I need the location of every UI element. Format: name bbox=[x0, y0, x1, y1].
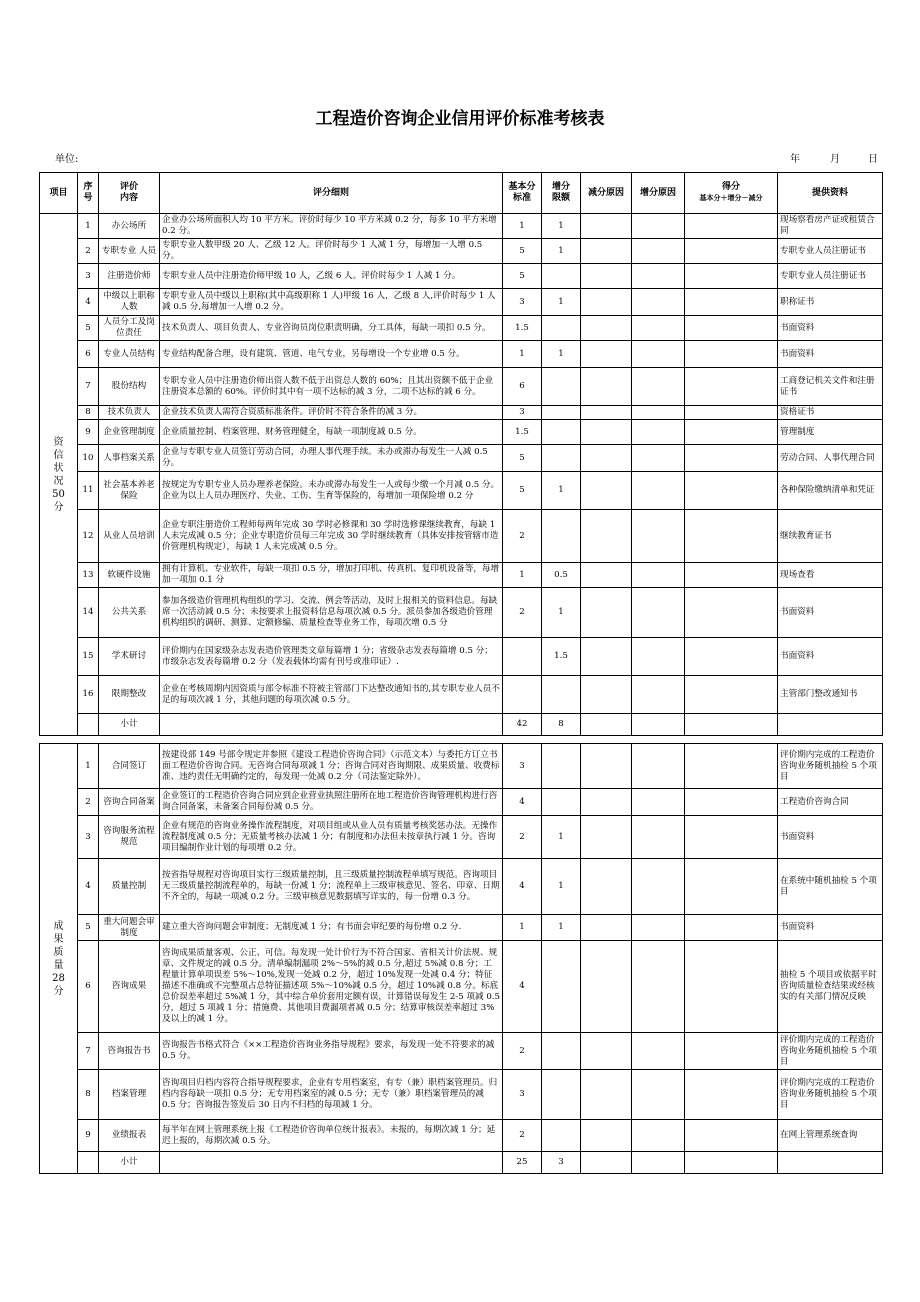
row-base: 2 bbox=[503, 1033, 542, 1070]
row-score bbox=[685, 789, 778, 816]
table-row bbox=[40, 510, 883, 563]
table-row bbox=[40, 638, 883, 676]
table-row bbox=[40, 289, 883, 316]
row-detail: 按省指导规程对咨询项目实行三级质量控制，且三级质量控制流程单填写规范。咨询项目无三级质量控制流程单的，每缺一份减 1 分；流程单上三级审核意见、签名、印章、日期不齐全的，每缺一项减 0.2 分。三级审核意见数据填写详实的，每一份增 0.3 分。 bbox=[160, 859, 503, 915]
table-row bbox=[40, 676, 883, 714]
row-detail: 咨询成果质量客观、公正、可信。每发现一处计价行为不符合国家、省相关计价法规、规章、文件规定的减 0.5 分。清单编制漏项 2%～5%的减 0.5 分,超过 5%减 0.8 分；工程量计算单项误差 5%～10%,发现一处减 0.2 分，超过 10%发现一处减 0.4 分；特征描述不准确或不完整项占总特征描述项 5%～10%减 0.5 分，超过 10%减 0.8 分。标底总价误差率超过 5%减 1 分，其中综合单价套用定额有误，计算错误每发生 2-5 项减 0.5 分，超过 5 项减 1 分；措施费、其他项目费漏项者减 0.5 分；结算审核误差率超过 3%及以上的减 1 分。 bbox=[160, 941, 503, 1033]
row-no: 7 bbox=[78, 368, 99, 406]
row-base: 4 bbox=[503, 941, 542, 1033]
row-score bbox=[685, 1033, 778, 1070]
row-content: 从业人员培训 bbox=[99, 510, 160, 563]
row-deduct-reason bbox=[581, 406, 632, 420]
subtotal-deduct bbox=[581, 1152, 632, 1174]
table-row bbox=[40, 472, 883, 510]
row-deduct-reason bbox=[581, 445, 632, 472]
row-no: 3 bbox=[78, 264, 99, 289]
row-add bbox=[542, 1120, 581, 1152]
row-materials: 职称证书 bbox=[778, 289, 883, 316]
row-base: 2 bbox=[503, 1120, 542, 1152]
row-no: 10 bbox=[78, 445, 99, 472]
row-deduct-reason bbox=[581, 563, 632, 588]
row-base: 4 bbox=[503, 789, 542, 816]
row-add: 1 bbox=[542, 859, 581, 915]
row-add-reason bbox=[632, 214, 685, 239]
subtotal-row bbox=[40, 714, 883, 736]
row-content: 质量控制 bbox=[99, 859, 160, 915]
evaluation-table bbox=[39, 172, 883, 1174]
row-detail: 企业签订的工程造价咨询合同应到企业营业执照注册所在地工程造价咨询管理机构进行咨询合同备案，未备案合同每份减 0.5 分。 bbox=[160, 789, 503, 816]
row-materials: 主管部门整改通知书 bbox=[778, 676, 883, 714]
row-deduct-reason bbox=[581, 915, 632, 941]
row-no: 3 bbox=[78, 816, 99, 859]
table-row bbox=[40, 368, 883, 406]
row-score bbox=[685, 744, 778, 789]
subtotal-label: 小计 bbox=[99, 714, 160, 736]
row-no: 6 bbox=[78, 341, 99, 368]
row-add bbox=[542, 789, 581, 816]
header-add-reason: 增分原因 bbox=[632, 173, 685, 214]
row-add: 1.5 bbox=[542, 638, 581, 676]
row-add bbox=[542, 1033, 581, 1070]
table-row bbox=[40, 406, 883, 420]
row-score bbox=[685, 368, 778, 406]
row-score bbox=[685, 239, 778, 264]
row-no: 7 bbox=[78, 1033, 99, 1070]
row-base: 1.5 bbox=[503, 316, 542, 341]
row-content: 软硬件设施 bbox=[99, 563, 160, 588]
table-row bbox=[40, 214, 883, 239]
subtotal-deduct bbox=[581, 714, 632, 736]
header-add: 增分 限额 bbox=[542, 173, 581, 214]
row-detail: 咨询报告书格式符合《××工程造价咨询业务指导规程》要求，每发现一处不符要求的减 0.5 分。 bbox=[160, 1033, 503, 1070]
row-base: 1 bbox=[503, 915, 542, 941]
row-add: 1 bbox=[542, 239, 581, 264]
row-add-reason bbox=[632, 341, 685, 368]
row-materials: 书面资料 bbox=[778, 915, 883, 941]
row-content: 咨询合同备案 bbox=[99, 789, 160, 816]
row-add-reason bbox=[632, 239, 685, 264]
row-content: 限期整改 bbox=[99, 676, 160, 714]
row-score bbox=[685, 264, 778, 289]
row-score bbox=[685, 1070, 778, 1120]
row-materials: 评价期内完成的工程造价咨询业务随机抽检 5 个项目 bbox=[778, 1033, 883, 1070]
row-materials: 资格证书 bbox=[778, 406, 883, 420]
row-no: 8 bbox=[78, 1070, 99, 1120]
row-add-reason bbox=[632, 563, 685, 588]
row-base: 3 bbox=[503, 1070, 542, 1120]
row-detail: 按规定为专职专业人员办理养老保险。未办或滞办每发生一人或每少缴一个月减 0.5 分。企业为以上人员办理医疗、失业、工伤、生育等保险的，每增加一项保险增 0.2 分 bbox=[160, 472, 503, 510]
row-materials: 工商登记机关文件和注册证书 bbox=[778, 368, 883, 406]
subtotal-label: 小计 bbox=[99, 1152, 160, 1174]
table-row bbox=[40, 239, 883, 264]
row-detail: 专业结构配备合理，设有建筑、管道、电气专业，另每增设一个专业增 0.5 分。 bbox=[160, 341, 503, 368]
row-detail: 咨询项目归档内容符合指导规程要求，企业有专用档案室，有专（兼）职档案管理员。归档内容每缺一项扣 0.5 分；无专用档案室的减 0.5 分；无专（兼）职档案管理员的减 0.5 分；咨询报告签发后 30 日内不归档的每项减 1 分。 bbox=[160, 1070, 503, 1120]
row-content: 社会基本养老保险 bbox=[99, 472, 160, 510]
row-add bbox=[542, 445, 581, 472]
page-title: 工程造价咨询企业信用评价标准考核表 bbox=[315, 109, 605, 129]
row-deduct-reason bbox=[581, 420, 632, 445]
row-add bbox=[542, 941, 581, 1033]
row-base: 2 bbox=[503, 588, 542, 638]
row-materials: 书面资料 bbox=[778, 316, 883, 341]
table-row bbox=[40, 915, 883, 941]
row-add bbox=[542, 420, 581, 445]
section-gap bbox=[40, 736, 883, 744]
row-content: 学术研讨 bbox=[99, 638, 160, 676]
row-add-reason bbox=[632, 638, 685, 676]
row-add: 1 bbox=[542, 816, 581, 859]
row-content: 办公场所 bbox=[99, 214, 160, 239]
row-content: 咨询服务流程规范 bbox=[99, 816, 160, 859]
table-body bbox=[40, 214, 883, 1174]
row-score bbox=[685, 941, 778, 1033]
row-no: 16 bbox=[78, 676, 99, 714]
subtotal-materials bbox=[778, 1152, 883, 1174]
subtotal-base: 42 bbox=[503, 714, 542, 736]
table-row bbox=[40, 859, 883, 915]
table-row bbox=[40, 588, 883, 638]
row-no: 5 bbox=[78, 915, 99, 941]
row-score bbox=[685, 915, 778, 941]
row-add-reason bbox=[632, 859, 685, 915]
row-no: 9 bbox=[78, 1120, 99, 1152]
header-base: 基本分 标准 bbox=[503, 173, 542, 214]
row-materials: 评价期内完成的工程造价咨询业务随机抽检 5 个项目 bbox=[778, 744, 883, 789]
date-day: 日 bbox=[868, 154, 878, 165]
header-item: 项目 bbox=[40, 173, 78, 214]
table-row bbox=[40, 264, 883, 289]
row-materials: 现场察看房产证或租赁合同 bbox=[778, 214, 883, 239]
section-name: 成 果 质 量 28 分 bbox=[40, 744, 78, 1174]
row-add-reason bbox=[632, 676, 685, 714]
row-add: 1 bbox=[542, 289, 581, 316]
row-base: 5 bbox=[503, 239, 542, 264]
row-content: 合同签订 bbox=[99, 744, 160, 789]
table-row bbox=[40, 1033, 883, 1070]
row-score bbox=[685, 445, 778, 472]
row-detail: 拥有计算机、专业软件，每缺一项扣 0.5 分，增加打印机、传真机、复印机设备等，每增加一项加 0.1 分 bbox=[160, 563, 503, 588]
row-deduct-reason bbox=[581, 289, 632, 316]
row-no: 13 bbox=[78, 563, 99, 588]
row-add bbox=[542, 264, 581, 289]
row-score bbox=[685, 510, 778, 563]
row-score bbox=[685, 588, 778, 638]
row-deduct-reason bbox=[581, 510, 632, 563]
row-score bbox=[685, 563, 778, 588]
row-no: 2 bbox=[78, 789, 99, 816]
subtotal-add-reason bbox=[632, 1152, 685, 1174]
section-name: 资 信 状 况 50 分 bbox=[40, 214, 78, 736]
row-add-reason bbox=[632, 316, 685, 341]
subtotal-score bbox=[685, 1152, 778, 1174]
row-detail: 专职专业人数甲级 20 人、乙级 12 人。评价时每少 1 人减 1 分，每增加一人增 0.5 分。 bbox=[160, 239, 503, 264]
subtotal-add-reason bbox=[632, 714, 685, 736]
table-row bbox=[40, 744, 883, 789]
section-gap-cell bbox=[40, 736, 883, 744]
row-score bbox=[685, 859, 778, 915]
row-add: 1 bbox=[542, 214, 581, 239]
row-add bbox=[542, 510, 581, 563]
row-content: 专业人员结构 bbox=[99, 341, 160, 368]
row-no: 15 bbox=[78, 638, 99, 676]
row-detail: 评价期内在国家级杂志发表造价管理类文章每篇增 1 分；省级杂志发表每篇增 0.5 分；市级杂志发表每篇增 0.2 分（发表载体均需有刊号或准印证）. bbox=[160, 638, 503, 676]
row-deduct-reason bbox=[581, 239, 632, 264]
subtotal-row bbox=[40, 1152, 883, 1174]
header-content: 评价 内容 bbox=[99, 173, 160, 214]
row-content: 人事档案关系 bbox=[99, 445, 160, 472]
subtotal-detail bbox=[160, 1152, 503, 1174]
row-add: 1 bbox=[542, 588, 581, 638]
row-score bbox=[685, 214, 778, 239]
row-add bbox=[542, 406, 581, 420]
row-score bbox=[685, 638, 778, 676]
row-no: 9 bbox=[78, 420, 99, 445]
row-add: 0.5 bbox=[542, 563, 581, 588]
row-base: 1 bbox=[503, 563, 542, 588]
row-content: 咨询报告书 bbox=[99, 1033, 160, 1070]
row-content: 专职专业 人员 bbox=[99, 239, 160, 264]
subtotal-add: 8 bbox=[542, 714, 581, 736]
subtotal-no bbox=[78, 1152, 99, 1174]
row-no: 11 bbox=[78, 472, 99, 510]
row-deduct-reason bbox=[581, 789, 632, 816]
header-detail: 评分细则 bbox=[160, 173, 503, 214]
row-materials: 书面资料 bbox=[778, 341, 883, 368]
row-no: 5 bbox=[78, 316, 99, 341]
row-detail: 企业有规范的咨询业务操作流程制度，对项目组或从业人员有质量考核奖惩办法。无操作流程制度减 0.5 分；无质量考核办法减 1 分；有制度和办法但未按章执行减 1 分。咨询项目编制作业计划的每项增 0.2 分。 bbox=[160, 816, 503, 859]
row-add-reason bbox=[632, 264, 685, 289]
table-row bbox=[40, 816, 883, 859]
row-add-reason bbox=[632, 406, 685, 420]
row-materials: 书面资料 bbox=[778, 588, 883, 638]
table-row bbox=[40, 1070, 883, 1120]
row-add-reason bbox=[632, 915, 685, 941]
table-row bbox=[40, 445, 883, 472]
row-add bbox=[542, 316, 581, 341]
row-materials: 管理制度 bbox=[778, 420, 883, 445]
header-score bbox=[685, 173, 778, 214]
row-deduct-reason bbox=[581, 341, 632, 368]
row-detail: 专职专业人员中级以上职称(其中高级职称 1 人)甲级 16 人，乙级 8 人,评价时每少 1 人减 0.5 分,每增加一人增 0.2 分。 bbox=[160, 289, 503, 316]
row-deduct-reason bbox=[581, 264, 632, 289]
row-no: 4 bbox=[78, 859, 99, 915]
row-no: 4 bbox=[78, 289, 99, 316]
table-row bbox=[40, 789, 883, 816]
row-score bbox=[685, 1120, 778, 1152]
row-detail: 专职专业人员中注册造价师出资人数不低于出资总人数的 60%；且其出资额不低于企业注册资本总额的 60%。评价时其中有一项不达标的减 3 分，二项不达标的减 6 分。 bbox=[160, 368, 503, 406]
row-detail: 建立重大咨询问题会审制度；无制度减 1 分；有书面会审纪要的每份增 0.2 分. bbox=[160, 915, 503, 941]
header-row bbox=[40, 173, 883, 214]
row-add-reason bbox=[632, 789, 685, 816]
row-content: 重大问题会审制度 bbox=[99, 915, 160, 941]
subtotal-no bbox=[78, 714, 99, 736]
row-no: 2 bbox=[78, 239, 99, 264]
row-no: 1 bbox=[78, 744, 99, 789]
header-materials: 提供资料 bbox=[778, 173, 883, 214]
header-deduct-reason: 减分原因 bbox=[581, 173, 632, 214]
row-content: 业绩报表 bbox=[99, 1120, 160, 1152]
row-score bbox=[685, 406, 778, 420]
row-deduct-reason bbox=[581, 859, 632, 915]
row-deduct-reason bbox=[581, 1070, 632, 1120]
row-add: 1 bbox=[542, 915, 581, 941]
unit-label: 单位: bbox=[55, 154, 79, 165]
row-detail: 专职专业人员中注册造价师甲级 10 人，乙级 6 人。评价时每少 1 人减 1 分。 bbox=[160, 264, 503, 289]
row-deduct-reason bbox=[581, 368, 632, 406]
row-score bbox=[685, 289, 778, 316]
row-add bbox=[542, 1070, 581, 1120]
row-score bbox=[685, 816, 778, 859]
row-base: 4 bbox=[503, 859, 542, 915]
row-content: 股份结构 bbox=[99, 368, 160, 406]
row-content: 档案管理 bbox=[99, 1070, 160, 1120]
row-add-reason bbox=[632, 510, 685, 563]
table-row bbox=[40, 563, 883, 588]
table-row bbox=[40, 316, 883, 341]
row-detail: 技术负责人、项目负责人、专业咨询员岗位职责明确，分工具体，每缺一项扣 0.5 分。 bbox=[160, 316, 503, 341]
row-score bbox=[685, 341, 778, 368]
row-base: 3 bbox=[503, 406, 542, 420]
row-materials: 工程造价咨询合同 bbox=[778, 789, 883, 816]
row-materials: 专职专业人员注册证书 bbox=[778, 264, 883, 289]
row-detail: 企业在考核周期内因资质与部令标准不符被主管部门下达整改通知书的,其专职专业人员不足的每项次减 1 分，其他问题的每项次减 0.5 分。 bbox=[160, 676, 503, 714]
row-deduct-reason bbox=[581, 316, 632, 341]
row-add-reason bbox=[632, 744, 685, 789]
row-add-reason bbox=[632, 472, 685, 510]
row-detail: 企业与专职专业人员签订劳动合同，办理人事代理手续。未办或滞办每发生一人减 0.5 分。 bbox=[160, 445, 503, 472]
row-add-reason bbox=[632, 1033, 685, 1070]
row-no: 1 bbox=[78, 214, 99, 239]
row-add-reason bbox=[632, 420, 685, 445]
subtotal-materials bbox=[778, 714, 883, 736]
date-year: 年 bbox=[790, 154, 800, 165]
row-materials: 劳动合同、人事代理合同 bbox=[778, 445, 883, 472]
row-add: 1 bbox=[542, 341, 581, 368]
row-no: 8 bbox=[78, 406, 99, 420]
row-detail: 企业办公场所面积人均 10 平方米。评价时每少 10 平方米减 0.2 分，每多 10 平方米增 0.2 分。 bbox=[160, 214, 503, 239]
row-score bbox=[685, 420, 778, 445]
row-detail: 参加各级造价管理机构组织的学习、交流、例会等活动，及时上报相关的资料信息。每缺席一次活动减 0.5 分；未按要求上报资料信息每项次减 0.5 分。派员参加各级造价管理机构组织的调研、测算、定额修编、质量检查等业务工作，每项次增 0.5 分 bbox=[160, 588, 503, 638]
row-add-reason bbox=[632, 445, 685, 472]
row-add-reason bbox=[632, 588, 685, 638]
row-add-reason bbox=[632, 289, 685, 316]
row-base: 2 bbox=[503, 816, 542, 859]
row-deduct-reason bbox=[581, 744, 632, 789]
row-materials: 抽检 5 个项目或依据平时咨询质量检查结果或经核实的有关部门情况反映 bbox=[778, 941, 883, 1033]
row-base: 3 bbox=[503, 744, 542, 789]
row-content: 公共关系 bbox=[99, 588, 160, 638]
table-row bbox=[40, 1120, 883, 1152]
subtotal-detail bbox=[160, 714, 503, 736]
row-detail: 每半年在网上管理系统上报《工程造价咨询单位统计报表》。未报的，每期次减 1 分；延迟上报的，每期次减 0.5 分。 bbox=[160, 1120, 503, 1152]
row-base: 5 bbox=[503, 264, 542, 289]
row-add bbox=[542, 676, 581, 714]
row-content: 企业管理制度 bbox=[99, 420, 160, 445]
row-content: 咨询成果 bbox=[99, 941, 160, 1033]
row-materials: 评价期内完成的工程造价咨询业务随机抽检 5 个项目 bbox=[778, 1070, 883, 1120]
row-base: 3 bbox=[503, 289, 542, 316]
header-score-label: 得分 bbox=[721, 182, 740, 192]
row-add-reason bbox=[632, 816, 685, 859]
subtotal-score bbox=[685, 714, 778, 736]
row-base bbox=[503, 676, 542, 714]
row-deduct-reason bbox=[581, 214, 632, 239]
row-add bbox=[542, 744, 581, 789]
row-base: 1.5 bbox=[503, 420, 542, 445]
row-base: 5 bbox=[503, 472, 542, 510]
row-add: 1 bbox=[542, 472, 581, 510]
row-deduct-reason bbox=[581, 588, 632, 638]
row-materials: 书面资料 bbox=[778, 638, 883, 676]
header-no: 序号 bbox=[78, 173, 99, 214]
row-no: 14 bbox=[78, 588, 99, 638]
row-score bbox=[685, 472, 778, 510]
row-deduct-reason bbox=[581, 1033, 632, 1070]
row-deduct-reason bbox=[581, 472, 632, 510]
row-deduct-reason bbox=[581, 816, 632, 859]
row-score bbox=[685, 676, 778, 714]
row-add-reason bbox=[632, 1120, 685, 1152]
row-detail: 企业质量控制、档案管理、财务管理健全，每缺一项制度减 0.5 分。 bbox=[160, 420, 503, 445]
table-row bbox=[40, 341, 883, 368]
row-deduct-reason bbox=[581, 941, 632, 1033]
row-content: 注册造价师 bbox=[99, 264, 160, 289]
row-materials: 专职专业人员注册证书 bbox=[778, 239, 883, 264]
row-base: 2 bbox=[503, 510, 542, 563]
row-materials: 现场查看 bbox=[778, 563, 883, 588]
row-detail: 企业技术负责人需符合资质标准条件。评价时不符合条件的减 3 分。 bbox=[160, 406, 503, 420]
row-add-reason bbox=[632, 941, 685, 1033]
row-materials: 在网上管理系统查询 bbox=[778, 1120, 883, 1152]
row-detail: 按建设部 149 号部令规定并参照《建设工程造价咨询合同》（示范文本）与委托方订立书面工程造价咨询合同。无咨询合同每项减 1 分；咨询合同对咨询期限、成果质量、收费标准、违约责任无明确约定的，每发现一处减 0.2 分（司法鉴定除外）。 bbox=[160, 744, 503, 789]
row-add bbox=[542, 368, 581, 406]
row-content: 中级以上职称人数 bbox=[99, 289, 160, 316]
row-deduct-reason bbox=[581, 676, 632, 714]
table-row bbox=[40, 941, 883, 1033]
subtotal-add: 3 bbox=[542, 1152, 581, 1174]
row-content: 技术负责人 bbox=[99, 406, 160, 420]
row-materials: 书面资料 bbox=[778, 816, 883, 859]
row-add-reason bbox=[632, 368, 685, 406]
row-materials: 在系统中随机抽检 5 个项目 bbox=[778, 859, 883, 915]
row-detail: 企业专职注册造价工程师每两年完成 30 学时必修课和 30 学时选修课继续教育，每缺 1 人未完成减 0.5 分；企业专职造价员每三年完成 30 学时继续教育（具体安排按管辖市造价管理机构规定），每缺 1 人未完成减 0.5 分。 bbox=[160, 510, 503, 563]
row-add-reason bbox=[632, 1070, 685, 1120]
row-base bbox=[503, 638, 542, 676]
row-no: 12 bbox=[78, 510, 99, 563]
row-materials: 各种保险缴纳清单和凭证 bbox=[778, 472, 883, 510]
row-base: 1 bbox=[503, 214, 542, 239]
row-no: 6 bbox=[78, 941, 99, 1033]
row-deduct-reason bbox=[581, 1120, 632, 1152]
row-materials: 继续教育证书 bbox=[778, 510, 883, 563]
row-base: 1 bbox=[503, 341, 542, 368]
row-base: 5 bbox=[503, 445, 542, 472]
date-month: 月 bbox=[830, 154, 840, 165]
subtotal-base: 25 bbox=[503, 1152, 542, 1174]
row-content: 人员分工及岗位责任 bbox=[99, 316, 160, 341]
row-base: 6 bbox=[503, 368, 542, 406]
header-score-formula: 基本分＋增分－减分 bbox=[699, 194, 763, 202]
row-score bbox=[685, 316, 778, 341]
table-row bbox=[40, 420, 883, 445]
row-deduct-reason bbox=[581, 638, 632, 676]
